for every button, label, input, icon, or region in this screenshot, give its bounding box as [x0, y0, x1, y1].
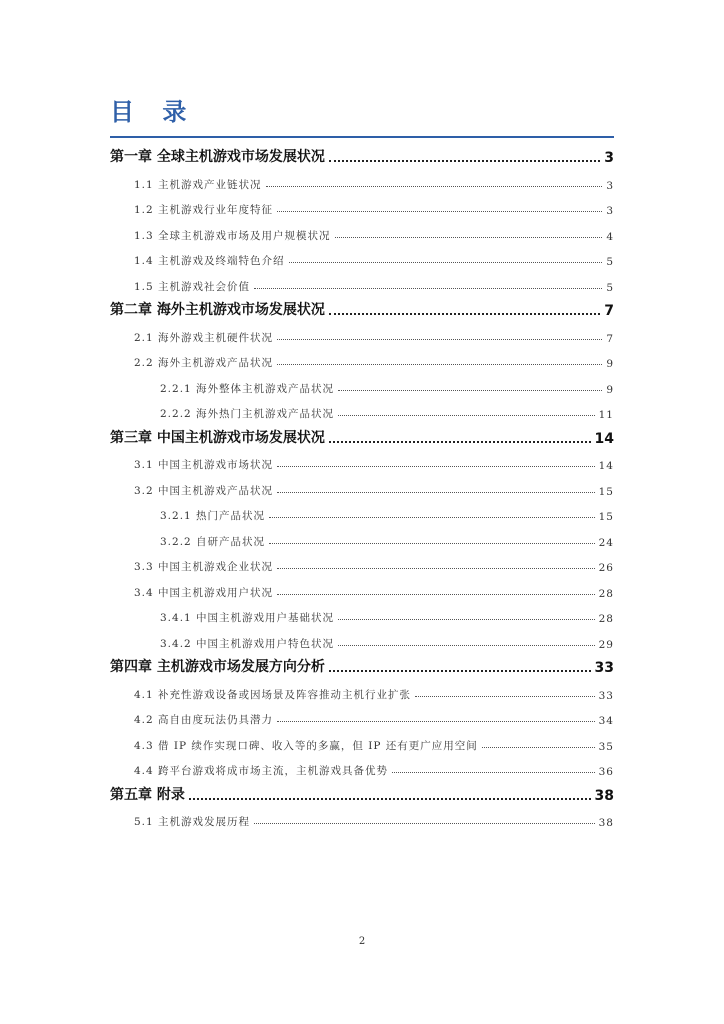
toc-dot-leader [277, 363, 602, 365]
toc-section-entry[interactable] [160, 374, 614, 396]
toc-entry-page-number: 3 [606, 179, 614, 192]
toc-entry-label: 3.4.2 中国主机游戏用户特色状况 [160, 637, 335, 650]
toc-entry-page-number: 5 [606, 256, 614, 268]
toc-dot-leader [189, 797, 591, 800]
toc-dot-leader [277, 210, 602, 212]
toc-dot-leader [289, 261, 603, 263]
toc-dot-leader [277, 593, 595, 595]
toc-entry-page-number: 36 [598, 766, 614, 778]
toc-entry-label: 1.2 主机游戏行业年度特征 [134, 204, 274, 216]
toc-section-entry[interactable] [160, 501, 614, 523]
toc-entry-page-number: 5 [606, 281, 614, 294]
toc-entry-label: 第四章 主机游戏市场发展方向分析 [110, 659, 325, 675]
toc-dot-leader [415, 695, 595, 697]
toc-dot-leader [277, 491, 595, 493]
toc-entry-page-number: 4 [606, 230, 614, 243]
toc-entry-label: 第五章 附录 [110, 786, 185, 803]
toc-dot-leader [254, 822, 595, 824]
page-number: 2 [358, 936, 366, 947]
toc-dot-leader [338, 644, 595, 646]
toc-dot-leader [335, 236, 603, 238]
toc-entry-label: 第一章 全球主机游戏市场发展状况 [110, 149, 325, 165]
toc-section-entry[interactable] [134, 731, 614, 753]
toc-entry-label: 3.1 中国主机游戏市场状况 [134, 459, 274, 471]
toc-entry-label: 1.5 主机游戏社会价值 [134, 280, 251, 293]
toc-section-entry[interactable] [134, 807, 614, 829]
toc-entry-label: 2.2.1 海外整体主机游戏产品状况 [160, 382, 335, 395]
toc-entry-page-number: 14 [594, 430, 614, 447]
toc-dot-leader [269, 542, 595, 544]
toc-section-entry[interactable] [134, 680, 614, 702]
toc-entry-page-number: 11 [598, 409, 614, 421]
toc-entry-page-number: 7 [604, 303, 614, 319]
toc-dot-leader [266, 185, 603, 187]
toc-entry-page-number: 9 [606, 358, 614, 370]
toc-entry-label: 3.3 中国主机游戏企业状况 [134, 561, 274, 573]
toc-entry-page-number: 3 [604, 150, 614, 166]
toc-entry-page-number: 7 [606, 332, 614, 345]
toc-entry-label: 4.1 补充性游戏设备或因场景及阵容推动主机行业扩张 [134, 688, 412, 701]
toc-section-entry[interactable] [134, 170, 614, 192]
page-title: 目 录 [110, 98, 197, 126]
toc-section-entry[interactable] [160, 399, 614, 421]
toc-chapter-entry[interactable] [110, 654, 614, 676]
toc-entry-page-number: 28 [598, 587, 614, 600]
toc-section-entry[interactable] [134, 476, 614, 498]
toc-entry-page-number: 34 [598, 715, 614, 727]
toc-dot-leader [392, 771, 595, 773]
toc-chapter-entry[interactable] [110, 144, 614, 166]
toc-section-entry[interactable] [134, 246, 614, 268]
toc-entry-page-number: 38 [598, 817, 614, 829]
toc-section-entry[interactable] [160, 629, 614, 651]
toc-section-entry[interactable] [134, 195, 614, 217]
title-divider [110, 136, 614, 138]
toc-dot-leader [277, 465, 595, 467]
toc-entry-label: 3.4.1 中国主机游戏用户基础状况 [160, 612, 335, 624]
toc-entry-page-number: 15 [598, 511, 614, 523]
toc-entry-page-number: 15 [598, 485, 614, 498]
toc-section-entry[interactable] [134, 272, 614, 294]
toc-dot-leader [269, 516, 595, 518]
toc-entry-page-number: 26 [598, 562, 614, 574]
toc-dot-leader [329, 159, 600, 162]
toc-entry-page-number: 24 [598, 536, 614, 549]
toc-entry-page-number: 35 [598, 740, 614, 753]
toc-dot-leader [482, 746, 595, 748]
toc-section-entry[interactable] [134, 705, 614, 727]
toc-entry-label: 4.3 借 IP 续作实现口碑、收入等的多赢，但 IP 还有更广应用空间 [134, 739, 478, 752]
toc-section-entry[interactable] [160, 527, 614, 549]
toc-dot-leader [277, 567, 595, 569]
toc-chapter-entry[interactable] [110, 425, 614, 447]
toc-entry-label: 第二章 海外主机游戏市场发展状况 [110, 302, 325, 318]
toc-entry-label: 5.1 主机游戏发展历程 [134, 816, 251, 828]
toc-entry-label: 3.2 中国主机游戏产品状况 [134, 484, 274, 497]
toc-section-entry[interactable] [134, 756, 614, 778]
toc-entry-page-number: 38 [594, 787, 614, 804]
toc-dot-leader [329, 669, 591, 672]
toc-entry-page-number: 14 [598, 460, 614, 472]
toc-entry-page-number: 29 [598, 638, 614, 651]
toc-section-entry[interactable] [134, 552, 614, 574]
toc-entry-label: 3.4 中国主机游戏用户状况 [134, 586, 274, 599]
toc-entry-page-number: 33 [594, 660, 614, 676]
toc-section-entry[interactable] [134, 450, 614, 472]
toc-entry-label: 2.2.2 海外热门主机游戏产品状况 [160, 408, 335, 420]
toc-chapter-entry[interactable] [110, 297, 614, 319]
toc-section-entry[interactable] [134, 348, 614, 370]
toc-entry-page-number: 9 [606, 383, 614, 396]
toc-entry-label: 1.4 主机游戏及终端特色介绍 [134, 255, 285, 267]
toc-dot-leader [254, 287, 602, 289]
toc-section-entry[interactable] [134, 323, 614, 345]
toc-dot-leader [277, 338, 602, 340]
toc-dot-leader [338, 618, 595, 620]
toc-chapter-entry[interactable] [110, 782, 614, 804]
toc-entry-label: 2.2 海外主机游戏产品状况 [134, 357, 274, 369]
toc-entry-page-number: 28 [598, 613, 614, 625]
toc-section-entry[interactable] [134, 578, 614, 600]
toc-section-entry[interactable] [134, 221, 614, 243]
toc-dot-leader [338, 414, 595, 416]
toc-entry-label: 1.1 主机游戏产业链状况 [134, 178, 262, 191]
toc-entry-label: 2.1 海外游戏主机硬件状况 [134, 331, 274, 344]
toc-entry-page-number: 33 [598, 689, 614, 702]
toc-section-entry[interactable] [160, 603, 614, 625]
toc-dot-leader [338, 389, 602, 391]
toc-entry-label: 4.2 高自由度玩法仍具潜力 [134, 714, 274, 726]
toc-entry-label: 3.2.1 热门产品状况 [160, 510, 266, 522]
toc-dot-leader [277, 720, 595, 722]
toc-entry-label: 1.3 全球主机游戏市场及用户规模状况 [134, 229, 331, 242]
toc-entry-label: 4.4 跨平台游戏将成市场主流，主机游戏具备优势 [134, 765, 389, 777]
toc-entry-page-number: 3 [606, 205, 614, 217]
toc-entry-label: 3.2.2 自研产品状况 [160, 535, 266, 548]
toc-dot-leader [329, 312, 600, 315]
toc-dot-leader [329, 440, 591, 443]
toc-entry-label: 第三章 中国主机游戏市场发展状况 [110, 429, 325, 446]
